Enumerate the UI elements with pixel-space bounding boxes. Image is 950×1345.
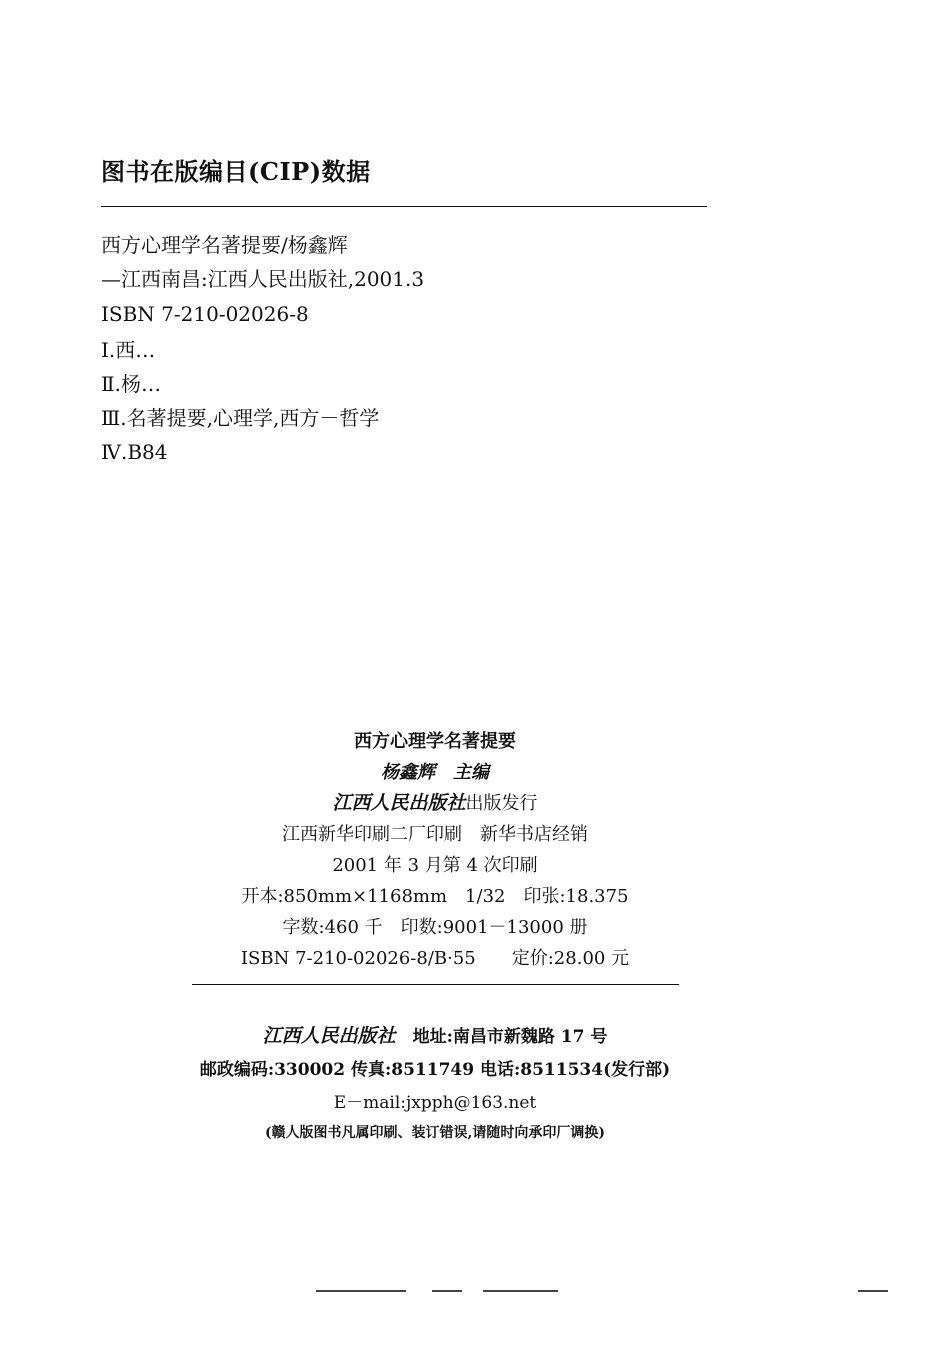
colophon-block [190, 726, 680, 999]
cip-title: 图书在版编目(CIP)数据 [101, 157, 371, 186]
cip-line-publisher: —江西南昌:江西人民出版社,2001.3 [101, 267, 425, 291]
footer-notice: (赣人版图书凡属印刷、装订错误,请随时向承印厂调换) [264, 1125, 606, 1141]
footer-contact: 邮政编码:330002 传真:8511749 电话:8511534(发行部) [199, 1060, 671, 1080]
publisher-name: 江西人民出版社 [332, 792, 466, 814]
footer-publisher-name: 江西人民出版社 [262, 1025, 396, 1047]
scan-artifact [483, 1290, 558, 1292]
footer-address-line [190, 1020, 680, 1054]
footer-email: E－mail:jxpph@163.net [333, 1093, 537, 1113]
cip-line-title-author: 西方心理学名著提要/杨鑫辉 [101, 233, 348, 257]
scan-artifact [858, 1290, 888, 1292]
footer-address: 地址:南昌市新魏路 17 号 [412, 1027, 608, 1047]
cip-line-iv: Ⅳ.B84 [101, 440, 168, 464]
printer-line: 江西新华印刷二厂印刷 新华书店经销 [282, 824, 588, 845]
publisher-line [190, 788, 680, 819]
cip-divider [101, 206, 707, 207]
publisher-suffix: 出版发行 [465, 793, 538, 814]
counts-line: 字数:460 千 印数:9001－13000 册 [282, 917, 588, 938]
format-line: 开本:850mm×1168mm 1/32 印张:18.375 [241, 886, 629, 907]
scan-artifact [432, 1290, 462, 1292]
cip-line-iii: Ⅲ.名著提要,心理学,西方－哲学 [101, 406, 380, 430]
publisher-footer [190, 1020, 680, 1146]
cip-line-i: Ⅰ.西… [101, 338, 156, 362]
book-title: 西方心理学名著提要 [354, 731, 516, 752]
editor-line: 杨鑫辉 主编 [381, 762, 489, 783]
cip-line-ii: Ⅱ.杨… [101, 372, 161, 396]
colophon-divider [192, 984, 679, 985]
scan-artifact [316, 1290, 406, 1292]
print-date-line: 2001 年 3 月第 4 次印刷 [332, 855, 538, 876]
isbn-price-line: ISBN 7-210-02026-8/B·55 定价:28.00 元 [240, 948, 630, 969]
cip-line-isbn: ISBN 7-210-02026-8 [101, 302, 309, 326]
